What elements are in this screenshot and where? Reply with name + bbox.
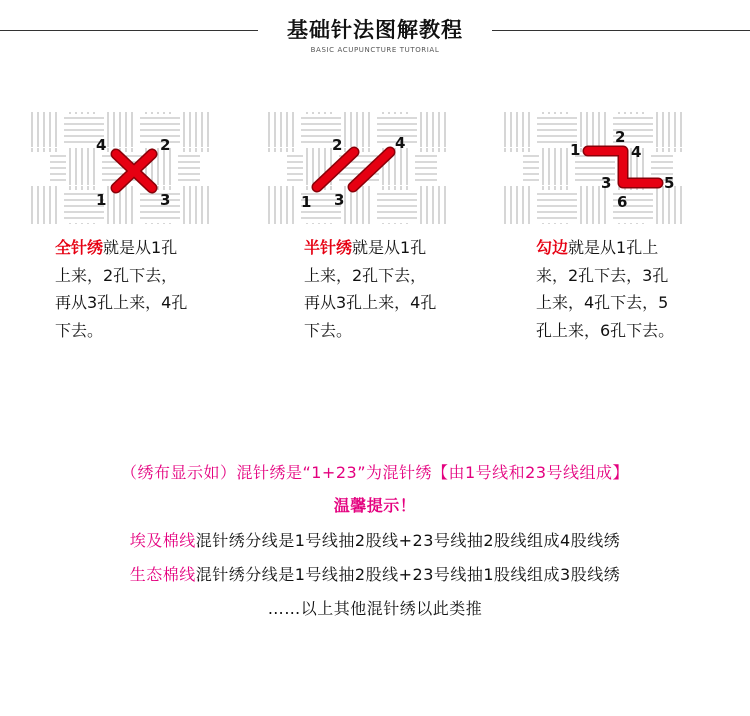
hole-label-4: 4 (96, 136, 107, 154)
page-title: 基础针法图解教程 (287, 18, 463, 42)
egyptian-cotton-note (0, 528, 750, 551)
half-stitch-line-4: 下去。 (304, 320, 353, 340)
fabric-warp-over (265, 114, 301, 147)
mixed-stitch-note: （绣布显示如）混针绣是“1+23”为混针绣【由1号线和23号线组成】 (120, 463, 630, 482)
fabric-warp-over (417, 114, 453, 147)
fabric-warp-over (28, 114, 64, 147)
egyptian-cotton-text: 混针绣分线是1号线抽2股线+23号线抽2股线组成4股线绣 (195, 531, 621, 550)
full-stitch-diagram (50, 112, 200, 224)
fabric-warp-over (577, 114, 613, 147)
hole-label-6: 6 (617, 193, 628, 211)
fabric-warp-over (180, 190, 216, 223)
fabric-warp-over (653, 114, 689, 147)
fabric-warp-over (28, 190, 64, 223)
back-stitch-description (536, 234, 701, 344)
eco-cotton-label: 生态棉线 (129, 565, 196, 584)
hole-label-2: 2 (615, 128, 626, 146)
full-stitch-weave (50, 112, 200, 224)
eco-cotton-note (0, 562, 750, 585)
page-subtitle: BASIC ACUPUNCTURE TUTORIAL (310, 46, 440, 54)
back-stitch-line-2: 来，2孔下去，3孔 (536, 265, 669, 285)
full-stitch-line-1: 就是从1孔 (103, 238, 178, 257)
back-stitch-weave (523, 112, 673, 224)
hole-label-2: 2 (160, 136, 171, 154)
back-stitch-line-3: 上来，4孔下去，5 (536, 293, 669, 312)
back-stitch-name: 勾边 (536, 238, 569, 257)
fabric-warp-over (501, 114, 537, 147)
fabric-warp-over (653, 190, 689, 223)
full-stitch-line-4: 下去。 (55, 320, 104, 340)
back-stitch-line-4: 孔上来，6孔下去。 (536, 320, 675, 340)
half-stitch-weave (287, 112, 437, 224)
hole-label-1: 1 (96, 191, 107, 209)
fabric-warp-over (66, 152, 102, 185)
hole-label-2: 2 (332, 136, 343, 154)
back-stitch-line-1: 就是从1孔上 (568, 238, 659, 257)
fabric-warp-over (104, 190, 140, 223)
fabric-warp-over (341, 114, 377, 147)
eco-cotton-text: 混针绣分线是1号线抽2股线+23号线抽1股线组成3股线绣 (195, 565, 621, 584)
hole-label-3: 3 (334, 191, 345, 209)
fabric-warp-over (501, 190, 537, 223)
full-stitch-line-2: 上来，2孔下去， (55, 265, 178, 285)
full-stitch-line-3: 再从3孔上来，4孔 (55, 293, 188, 312)
half-stitch-diagram (287, 112, 437, 224)
fabric-warp-over (577, 190, 613, 223)
half-stitch-description (304, 234, 474, 344)
header-divider-right (492, 30, 750, 31)
hole-label-3: 3 (160, 191, 171, 209)
other-mixes-note: ……以上其他混针绣以此类推 (267, 599, 483, 618)
half-stitch-line-2: 上来，2孔下去， (304, 265, 427, 285)
hole-label-4: 4 (631, 143, 642, 161)
half-stitch-line-3: 再从3孔上来，4孔 (304, 293, 437, 312)
egyptian-cotton-label: 埃及棉线 (129, 531, 196, 550)
half-stitch-line-1: 就是从1孔 (352, 238, 427, 257)
hole-label-1: 1 (570, 141, 581, 159)
fabric-warp-over (265, 190, 301, 223)
full-stitch-name: 全针绣 (55, 238, 104, 257)
hole-label-1: 1 (301, 193, 312, 211)
tip-heading: 温馨提示！ (333, 496, 417, 515)
half-stitch-name: 半针绣 (304, 238, 353, 257)
hole-label-5: 5 (664, 174, 675, 192)
hole-label-4: 4 (395, 134, 406, 152)
full-stitch-description (55, 234, 225, 344)
hole-label-3: 3 (601, 174, 612, 192)
page-header (0, 0, 750, 60)
back-stitch-diagram (523, 112, 673, 224)
fabric-warp-over (341, 190, 377, 223)
fabric-warp-over (417, 190, 453, 223)
fabric-warp-over (180, 114, 216, 147)
fabric-warp-over (104, 114, 140, 147)
